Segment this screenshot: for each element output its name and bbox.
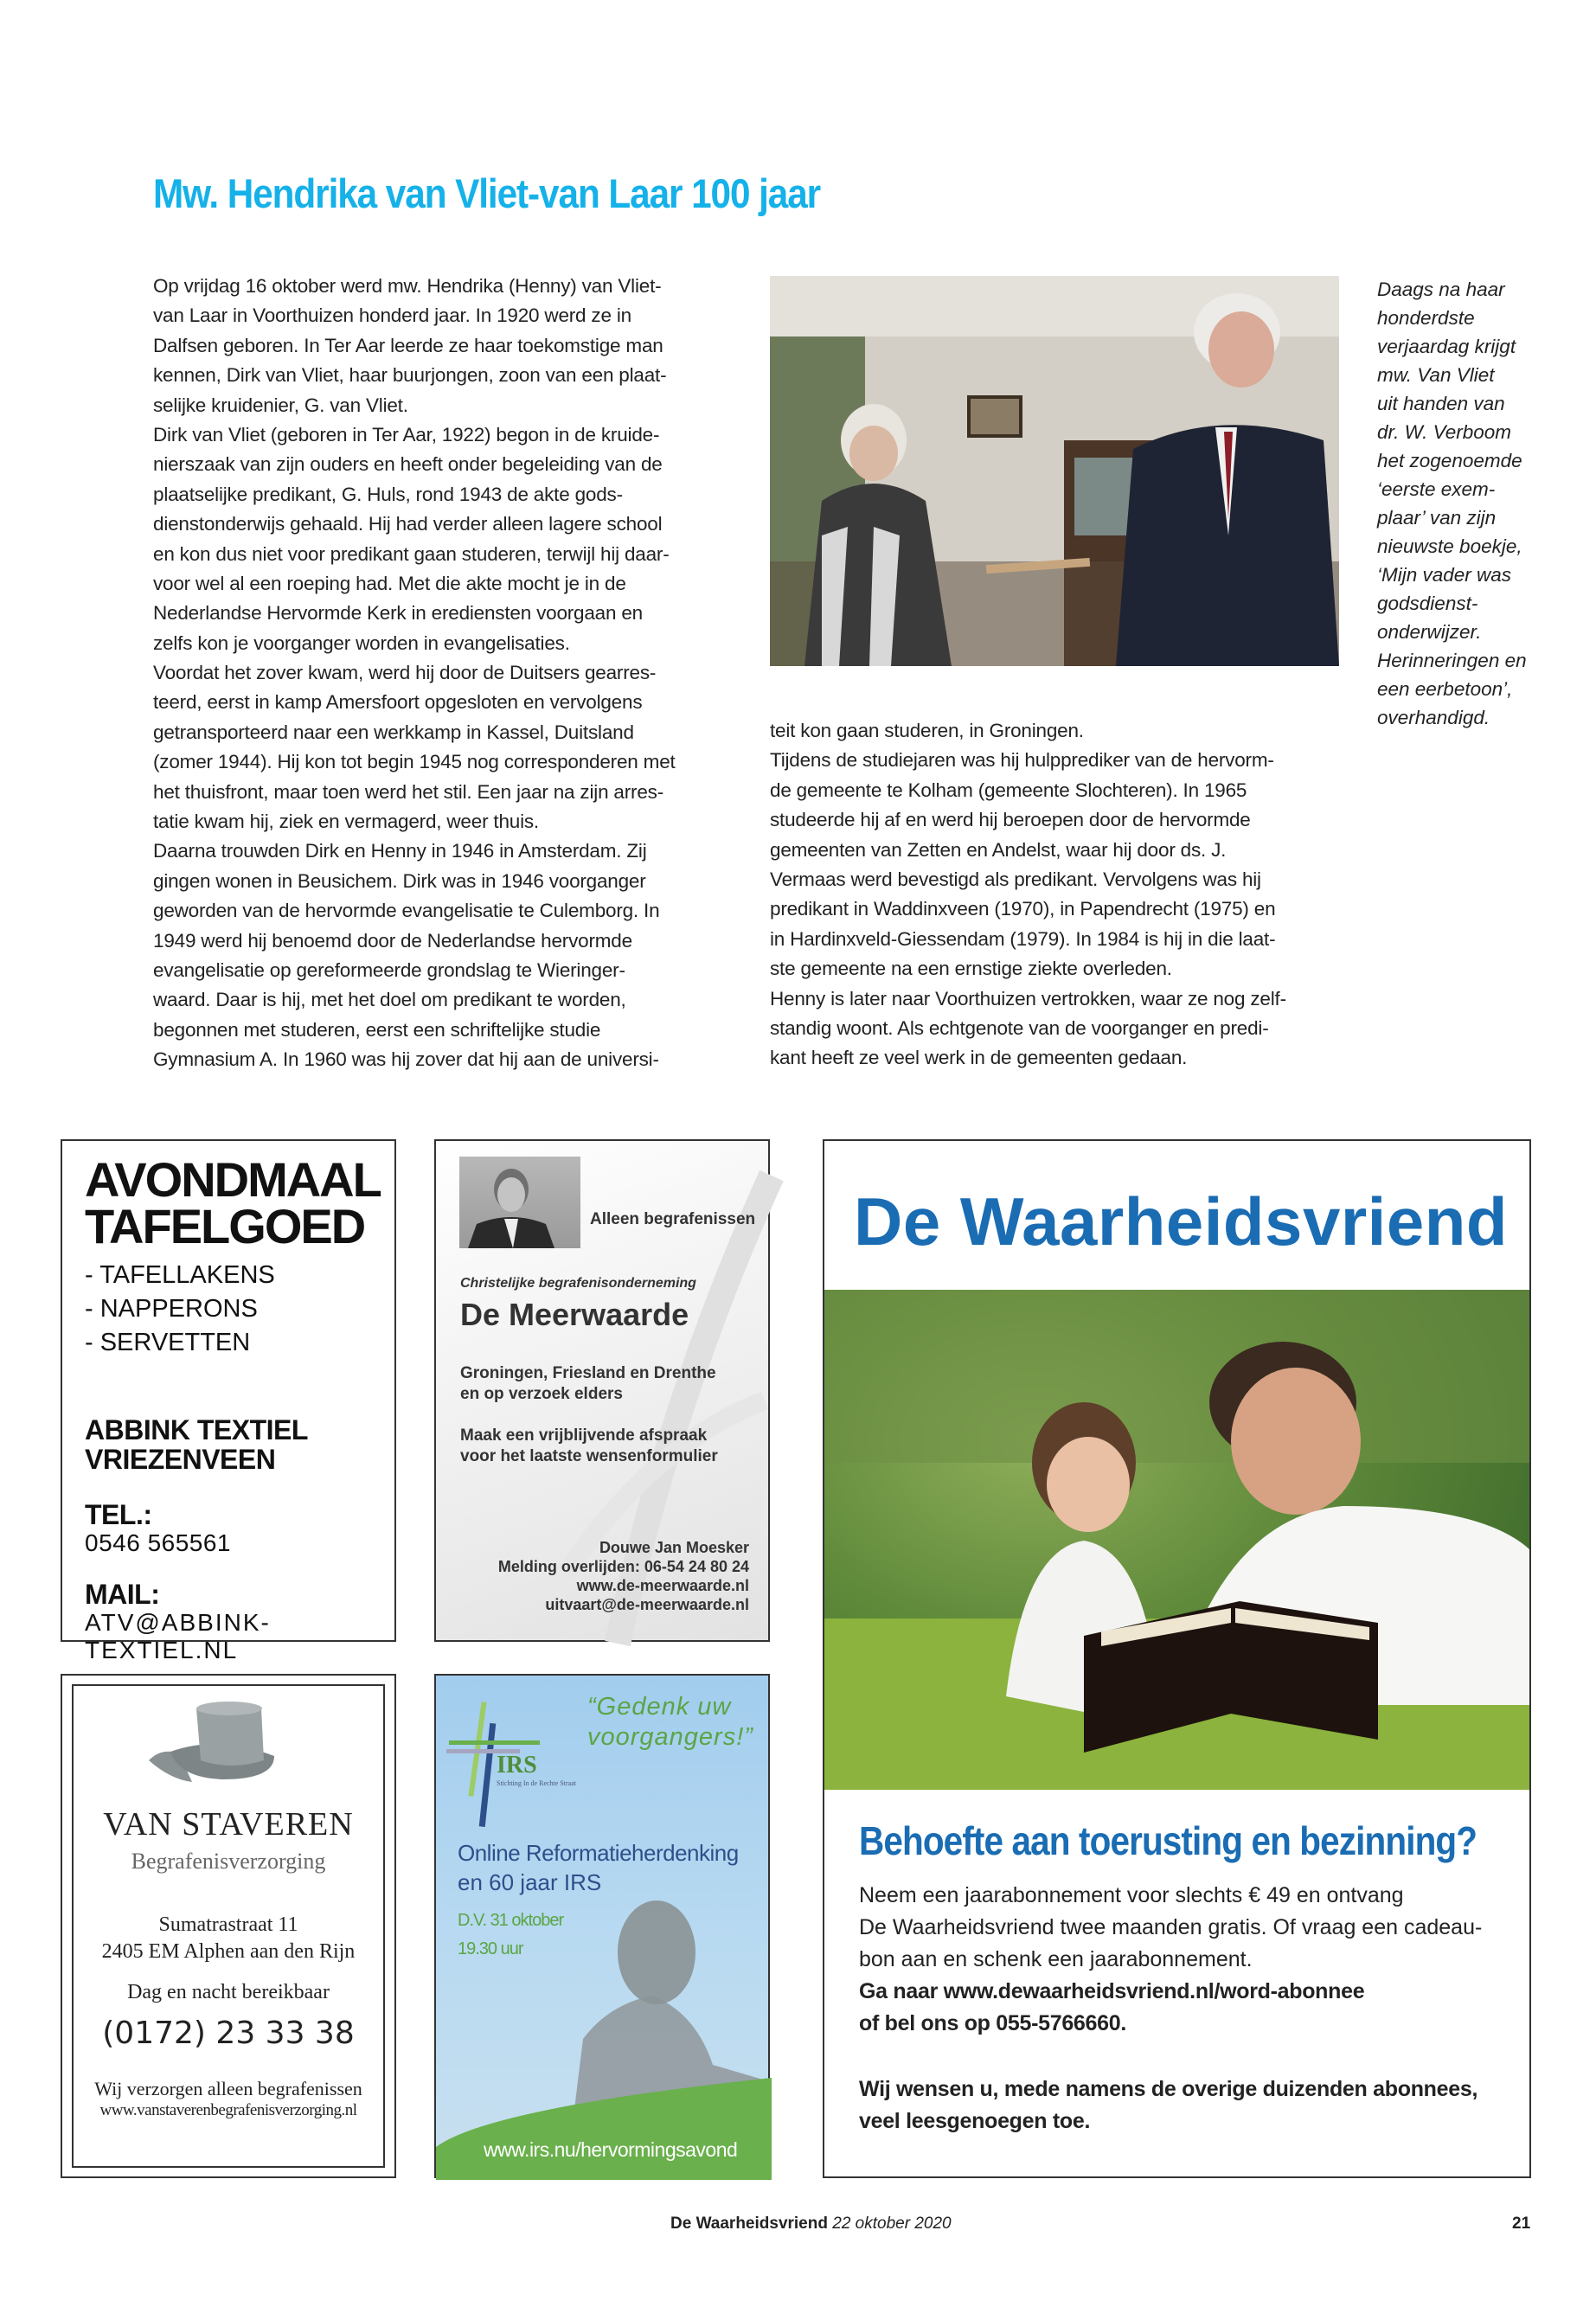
- article-line: Gymnasium A. In 1960 was hij zover dat hij aan de universi-: [153, 1048, 659, 1071]
- article-line: kennen, Dirk van Vliet, haar buurjongen, zoon van een plaat-: [153, 364, 667, 387]
- article-line: plaatselijke predikant, G. Huls, rond 1943 de akte gods-: [153, 483, 623, 505]
- tel-number: 0546 565561: [85, 1529, 232, 1556]
- slogan: Wij verzorgen alleen begrafenissen: [94, 2078, 362, 2099]
- article-line: Henny is later naar Voorthuizen vertrokken, waar ze nog zelf-: [770, 987, 1286, 1009]
- article-line: Nederlandse Hervormde Kerk in erediensten voorgaan en: [153, 602, 643, 625]
- ad-irs[interactable]: [434, 1674, 770, 2178]
- company-name: ABBINK TEXTIEL: [85, 1414, 308, 1445]
- article-line: Dalfsen geboren. In Ter Aar leerde ze haar toekomstige man: [153, 334, 663, 356]
- article-line: Daarna trouwden Dirk en Henny in 1946 in Amsterdam. Zij: [153, 840, 647, 862]
- city-address: 2405 EM Alphen aan den Rijn: [101, 1940, 356, 1963]
- subscribe-phone: of bel ons op 055-5766660.: [859, 2011, 1126, 2035]
- website-link[interactable]: www.vanstaverenbegrafenisverzorging.nl: [99, 2101, 357, 2119]
- ad-de-waarheidsvriend[interactable]: [823, 1139, 1531, 2178]
- article-line: zelfs kon je voorganger worden in evangelisaties.: [153, 631, 570, 654]
- caption-line: nieuwste boekje,: [1377, 535, 1522, 557]
- irs-event: en 60 jaar IRS: [458, 1869, 602, 1895]
- irs-quote: “Gedenk uw: [587, 1693, 732, 1721]
- irs-logo-subtitle: Stichting In de Rechte Straat: [497, 1779, 576, 1787]
- article-line: nierszaak van zijn ouders en heeft onder begeleiding van de: [153, 453, 663, 476]
- caption-line: mw. Van Vliet: [1377, 364, 1495, 386]
- publication-name: De Waarheidsvriend: [670, 2214, 828, 2233]
- contact-phone: Melding overlijden: 06-54 24 80 24: [497, 1558, 749, 1575]
- article-line: Vermaas werd bevestigd als predikant. Vervolgens was hij: [770, 868, 1261, 890]
- article-line: voor wel al een roeping had. Met die akte mocht je in de: [153, 572, 626, 594]
- article-column-1: [153, 272, 676, 1075]
- page-number: 21: [1512, 2214, 1531, 2233]
- website-link[interactable]: www.de-meerwaarde.nl: [576, 1577, 749, 1594]
- ad-item: - TAFELLAKENS: [85, 1261, 275, 1289]
- availability: Dag en nacht bereikbaar: [127, 1981, 330, 2003]
- caption-line: ‘eerste exem-: [1377, 478, 1496, 500]
- street-address: Sumatrastraat 11: [158, 1913, 298, 1936]
- ad-company-name: De Meerwaarde: [460, 1297, 689, 1332]
- article-photo: [770, 276, 1339, 666]
- caption-line: godsdienst-: [1377, 593, 1478, 614]
- ad-body-line: Neem een jaarabonnement voor slechts € 49 en ontvang: [859, 1883, 1404, 1907]
- irs-time: 19.30 uur: [458, 1939, 523, 1958]
- article-column-2: [770, 716, 1286, 1074]
- ad-subtitle: Christelijke begrafenisonderneming: [460, 1276, 696, 1291]
- ad-item: - SERVETTEN: [85, 1329, 251, 1356]
- caption-line: honderdste: [1377, 307, 1475, 329]
- ad-item: - NAPPERONS: [85, 1295, 258, 1323]
- article-line: Dirk van Vliet (geboren in Ter Aar, 1922) begon in de kruide-: [153, 423, 660, 445]
- closing-line: veel leesgenoegen toe.: [859, 2109, 1091, 2133]
- article-line: waard. Daar is hij, met het doel om predikant te worden,: [153, 989, 626, 1011]
- article-line: Voordat het zover kwam, werd hij door de Duitsers gearres-: [153, 662, 657, 684]
- caption-line: een eerbetoon’,: [1377, 678, 1513, 700]
- caption-line: verjaardag krijgt: [1377, 336, 1516, 357]
- article-line: getransporteerd naar een werkkamp in Kassel, Duitsland: [153, 721, 634, 743]
- ad-tagline: Alleen begrafenissen: [590, 1210, 756, 1228]
- article-line: tatie kwam hij, ziek en vermagerd, weer thuis.: [153, 811, 539, 833]
- ad-body-line: De Waarheidsvriend twee maanden gratis. Of vraag een cadeau-: [859, 1915, 1483, 1939]
- contact-name: Douwe Jan Moesker: [599, 1539, 749, 1556]
- irs-url-link[interactable]: www.irs.nu/hervormingsavond: [484, 2138, 738, 2161]
- article-line: evangelisatie op gereformeerde grondslag te Wieringer-: [153, 958, 625, 981]
- ad-region: Groningen, Friesland en Drenthe: [460, 1364, 716, 1382]
- caption-line: uit handen van: [1377, 393, 1505, 414]
- ad-appointment: voor het laatste wensenformulier: [460, 1447, 718, 1465]
- caption-line: dr. W. Verboom: [1377, 421, 1512, 443]
- photo-illustration: [824, 1290, 1529, 1790]
- top-hat-icon: [144, 1700, 292, 1786]
- ad-appointment: Maak een vrijblijvende afspraak: [460, 1426, 708, 1445]
- article-line: gingen wonen in Beusichem. Dirk was in 1946 voorganger: [153, 869, 646, 892]
- article-line: en kon dus niet voor predikant gaan studeren, terwijl hij daar-: [153, 542, 670, 565]
- portrait-illustration: [459, 1157, 580, 1248]
- article-line: predikant in Waddinxveen (1970), in Papendrecht (1975) en: [770, 898, 1276, 920]
- article-line: studeerde hij af en werd hij beroepen door de hervormde: [770, 809, 1251, 831]
- caption-line: Daags na haar: [1377, 279, 1505, 300]
- article-line: teerd, eerst in kamp Amersfoort opgesloten en vervolgens: [153, 691, 643, 714]
- article-line: het thuisfront, maar toen werd het stil. Een jaar na zijn arres-: [153, 780, 663, 803]
- caption-line: Herinneringen en: [1377, 650, 1527, 671]
- article-line: van Laar in Voorthuizen honderd jaar. In 1920 werd ze in: [153, 304, 631, 327]
- article-line: (zomer 1944). Hij kon tot begin 1945 nog corresponderen met: [153, 751, 676, 773]
- company-subtitle: Begrafenisverzorging: [131, 1849, 326, 1874]
- waarheidsvriend-logo: De Waarheidsvriend: [854, 1183, 1509, 1259]
- company-location: VRIEZENVEEN: [85, 1444, 276, 1475]
- ad-heading: AVONDMAAL: [85, 1152, 381, 1207]
- caption-line: overhandigd.: [1377, 707, 1490, 728]
- article-line: geworden van de hervormde evangelisatie te Culemborg. In: [153, 900, 660, 922]
- tel-label: TEL.:: [85, 1499, 152, 1530]
- article-line: dienstonderwijs gehaald. Hij had verder alleen lagere school: [153, 513, 663, 535]
- article-line: Tijdens de studiejaren was hij hulpprediker van de hervorm-: [770, 749, 1274, 772]
- ad-region: en op verzoek elders: [460, 1385, 623, 1403]
- irs-quote: voorgangers!”: [587, 1723, 753, 1751]
- article-line: teit kon gaan studeren, in Groningen.: [770, 720, 1084, 741]
- publication-date: 22 oktober 2020: [832, 2214, 952, 2233]
- email-link[interactable]: uitvaart@de-meerwaarde.nl: [545, 1596, 749, 1613]
- subscribe-link[interactable]: Ga naar www.dewaarheidsvriend.nl/word-abonnee: [859, 1979, 1365, 2003]
- caption-line: onderwijzer.: [1377, 621, 1482, 643]
- owner-portrait: [459, 1157, 580, 1248]
- mail-address[interactable]: ATV@ABBINK-TEXTIEL.NL: [85, 1609, 271, 1663]
- ad-heading: TAFELGOED: [85, 1199, 365, 1253]
- article-line: selijke kruidenier, G. van Vliet.: [153, 394, 408, 416]
- ad-abbink-textiel[interactable]: [61, 1139, 396, 1663]
- article-line: gemeenten van Zetten en Andelst, waar hij door ds. J.: [770, 838, 1227, 861]
- reading-family-photo: [824, 1290, 1529, 1790]
- irs-logo: IRS: [497, 1752, 537, 1779]
- mail-label: MAIL:: [85, 1579, 160, 1610]
- article-line: in Hardinxveld-Giessendam (1979). In 1984 is hij in die laat-: [770, 927, 1276, 950]
- ad-heading: Behoefte aan toerusting en bezinning?: [859, 1818, 1477, 1863]
- article-line: standig woont. Als echtgenote van de voorganger en predi-: [770, 1016, 1269, 1039]
- photo-caption: [1377, 275, 1527, 732]
- irs-date: D.V. 31 oktober: [458, 1911, 564, 1930]
- caption-line: het zogenoemde: [1377, 450, 1522, 471]
- article-title: Mw. Hendrika van Vliet-van Laar 100 jaar: [153, 170, 821, 216]
- company-name: VAN STAVEREN: [103, 1806, 354, 1843]
- closing-line: Wij wensen u, mede namens de overige duizenden abonnees,: [859, 2077, 1478, 2101]
- article-line: Op vrijdag 16 oktober werd mw. Hendrika (Henny) van Vliet-: [153, 275, 662, 297]
- caption-line: ‘Mijn vader was: [1377, 564, 1512, 586]
- caption-line: plaar’ van zijn: [1377, 507, 1497, 529]
- footer-publication: [670, 2214, 952, 2234]
- article-line: kant heeft ze veel werk in de gemeenten gedaan.: [770, 1047, 1188, 1069]
- photo-illustration: [770, 276, 1339, 666]
- article-line: begonnen met studeren, eerst een schriftelijke studie: [153, 1018, 601, 1041]
- ad-van-staveren[interactable]: [61, 1674, 396, 2178]
- irs-event: Online Reformatieherdenking: [458, 1840, 739, 1866]
- article-line: 1949 werd hij benoemd door de Nederlandse hervormde: [153, 929, 632, 952]
- article-line: ste gemeente na een ernstige ziekte overleden.: [770, 958, 1172, 980]
- ad-body-line: bon aan en schenk een jaarabonnement.: [859, 1947, 1253, 1971]
- article-line: de gemeente te Kolham (gemeente Slochteren). In 1965: [770, 779, 1247, 801]
- ad-de-meerwaarde[interactable]: [434, 1139, 770, 1642]
- phone-number: (0172) 23 33 38: [102, 2016, 355, 2051]
